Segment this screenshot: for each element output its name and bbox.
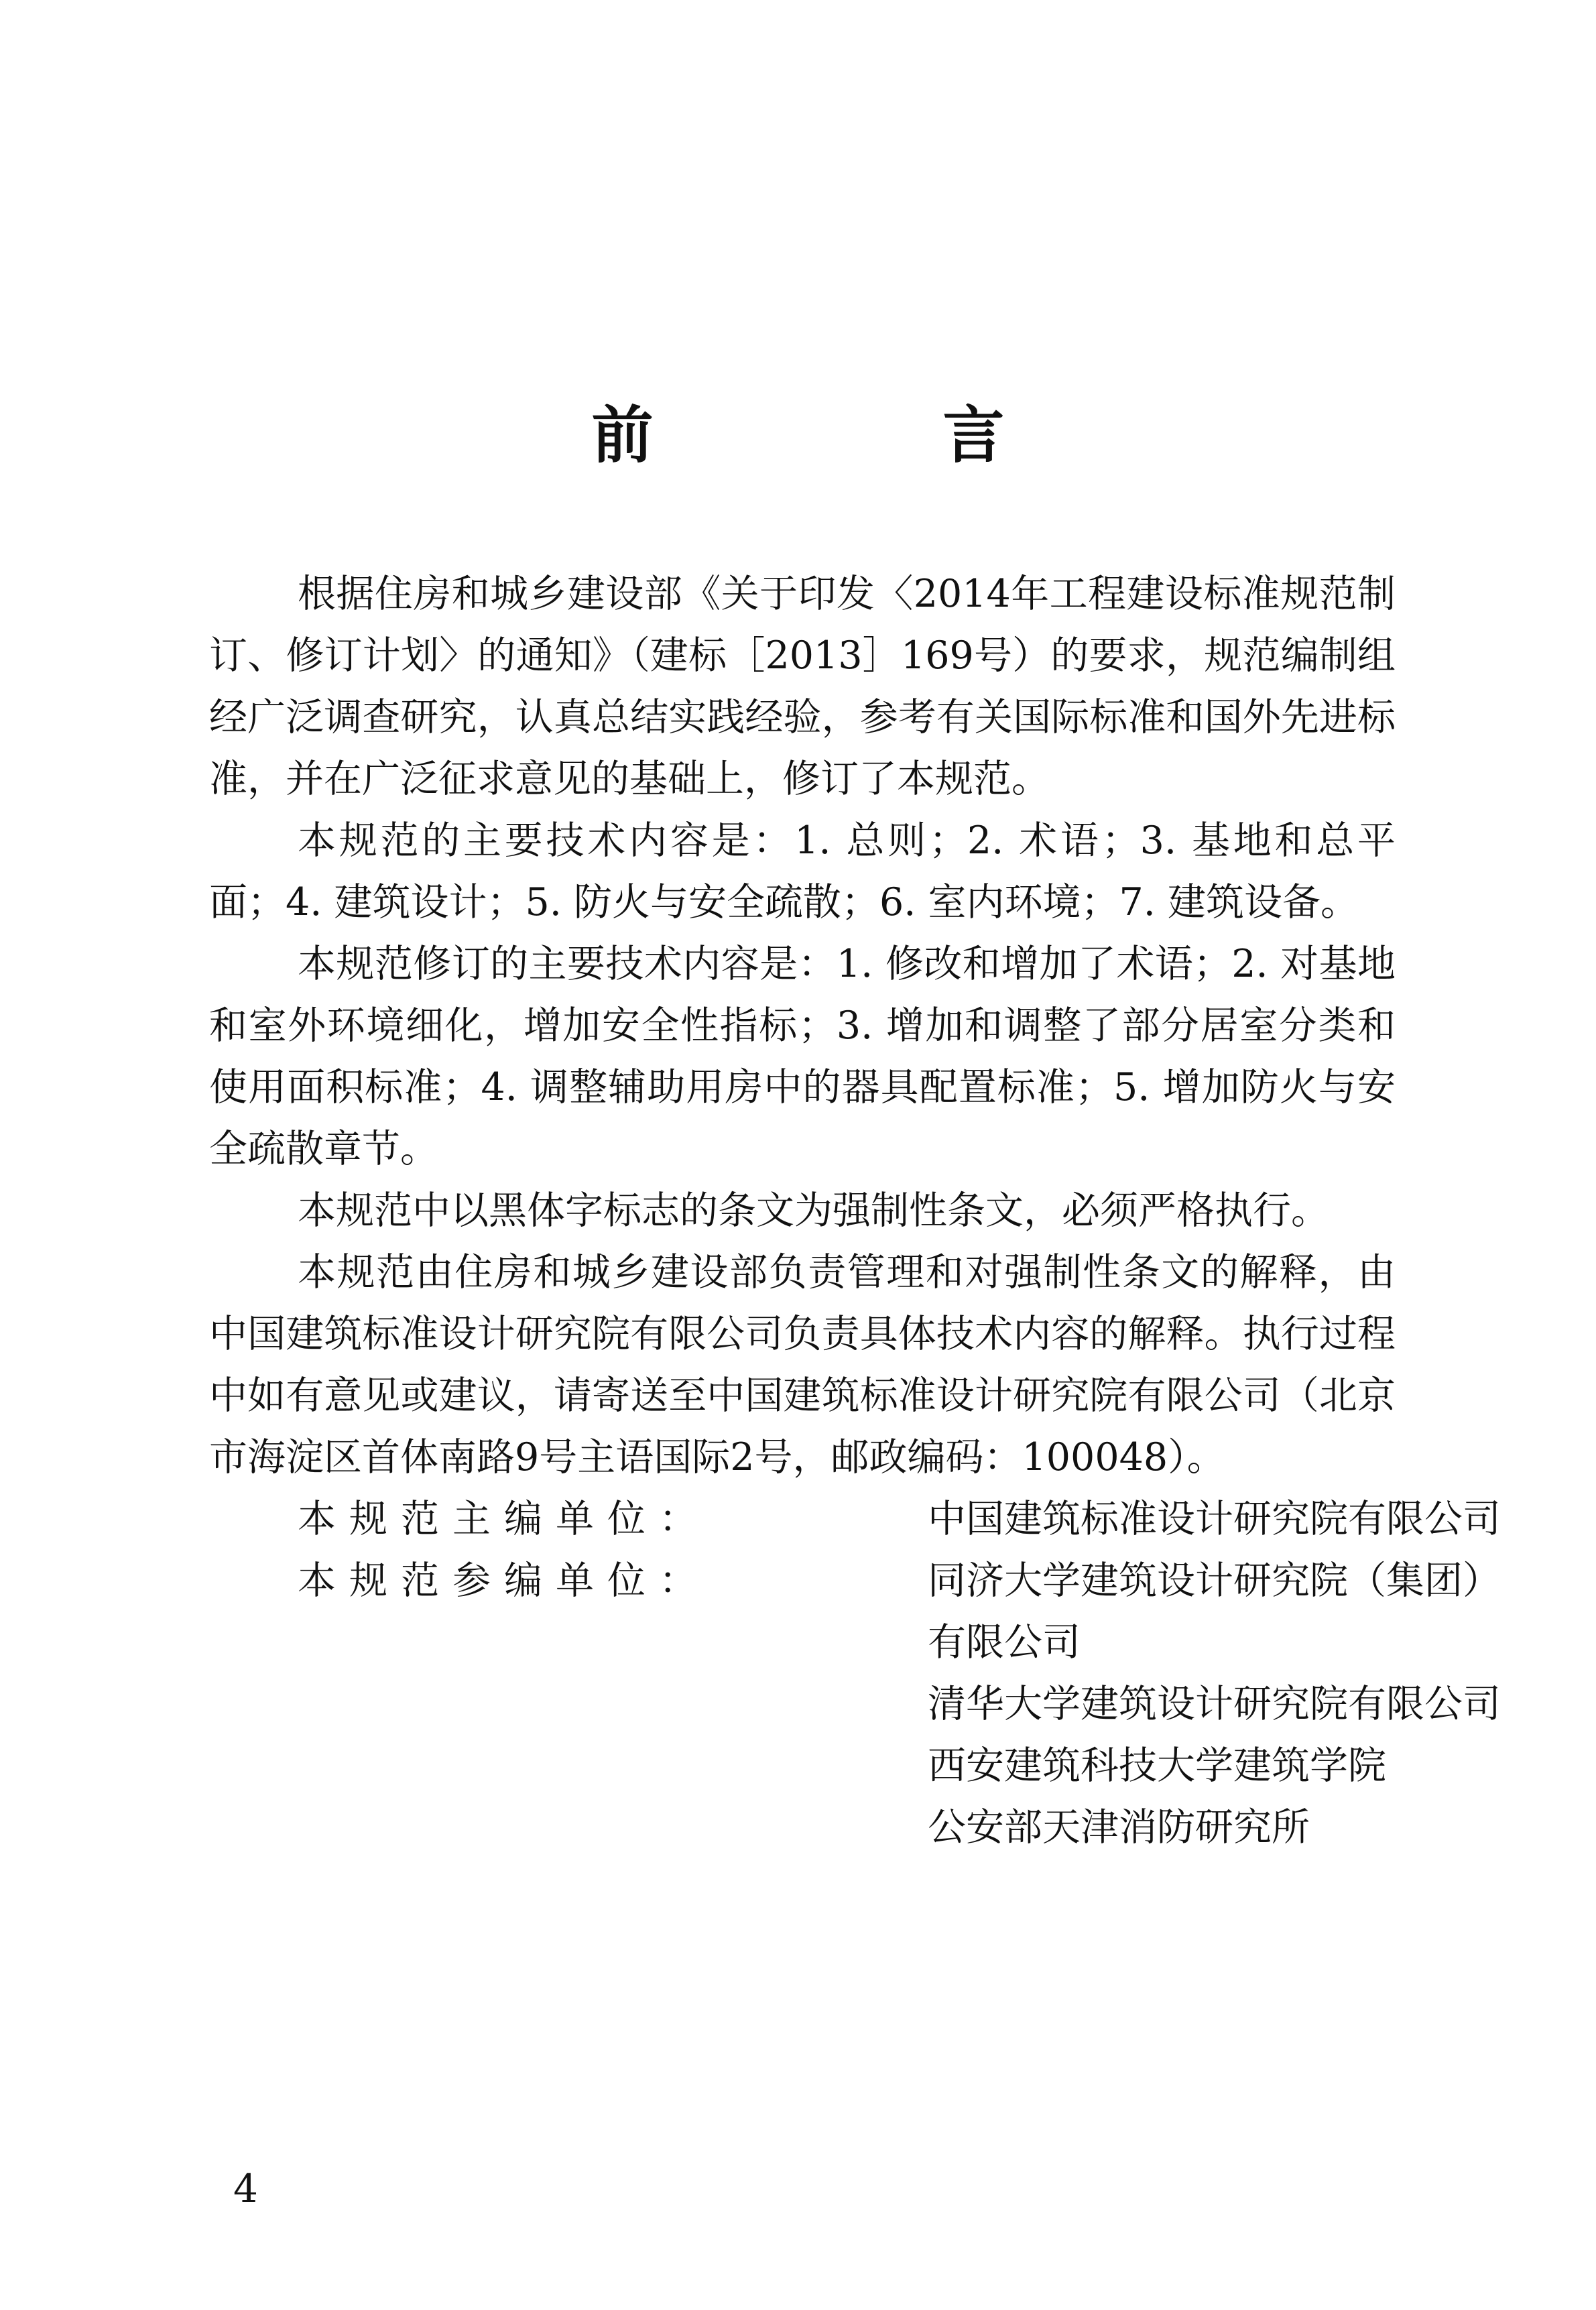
participating-unit-name: 公安部天津消防研究所: [928, 1805, 1310, 1849]
participating-unit-name: 有限公司: [928, 1620, 1081, 1664]
participating-unit-name: 清华大学建筑设计研究院有限公司: [928, 1682, 1501, 1726]
page-number: 4: [233, 2166, 258, 2211]
participating-units-row: [298, 1550, 1501, 1858]
participating-unit-name: 西安建筑科技大学建筑学院: [928, 1744, 1386, 1788]
editing-units: [209, 1488, 1501, 1858]
chief-unit-name: 中国建筑标准设计研究院有限公司: [928, 1497, 1501, 1541]
preface-body: [209, 563, 1501, 1858]
page-title: 前 言: [591, 400, 1139, 471]
paragraph-mandatory-clauses: 本规范中以黑体字标志的条文为强制性条文，必须严格执行。: [298, 1189, 1329, 1233]
paragraph-revision-basis: 根据住房和城乡建设部《关于印发〈2014年工程建设标准规范制订、修订计划〉的通知》（建标［2013］169号）的要求，规范编制组经广泛调查研究，认真总结实践经验，参考有关国际标准和国外先进标准，并在广泛征求意见的基础上，修订了本规范。: [209, 572, 1396, 801]
paragraph-management: 本规范由住房和城乡建设部负责管理和对强制性条文的解释，由中国建筑标准设计研究院有限公司负责具体技术内容的解释。执行过程中如有意见或建议，请寄送至中国建筑标准设计研究院有限公司（北京市海淀区首体南路9号主语国际2号，邮政编码：100048）。: [209, 1250, 1396, 1479]
participating-unit-name: 同济大学建筑设计研究院（集团）: [928, 1559, 1501, 1603]
paragraph-main-content: 本规范的主要技术内容是：1. 总则；2. 术语；3. 基地和总平面；4. 建筑设计；5. 防火与安全疏散；6. 室内环境；7. 建筑设备。: [209, 818, 1396, 924]
participating-units-label: 本规范参编单位：: [298, 1559, 711, 1603]
chief-unit-label: 本规范主编单位：: [298, 1497, 711, 1541]
paragraph-revision-content: 本规范修订的主要技术内容是：1. 修改和增加了术语；2. 对基地和室外环境细化，增加安全性指标；3. 增加和调整了部分居室分类和使用面积标准；4. 调整辅助用房中的器具配置标准；5. 增加防火与安全疏散章节。: [209, 942, 1396, 1171]
chief-unit-row: [298, 1488, 1501, 1550]
